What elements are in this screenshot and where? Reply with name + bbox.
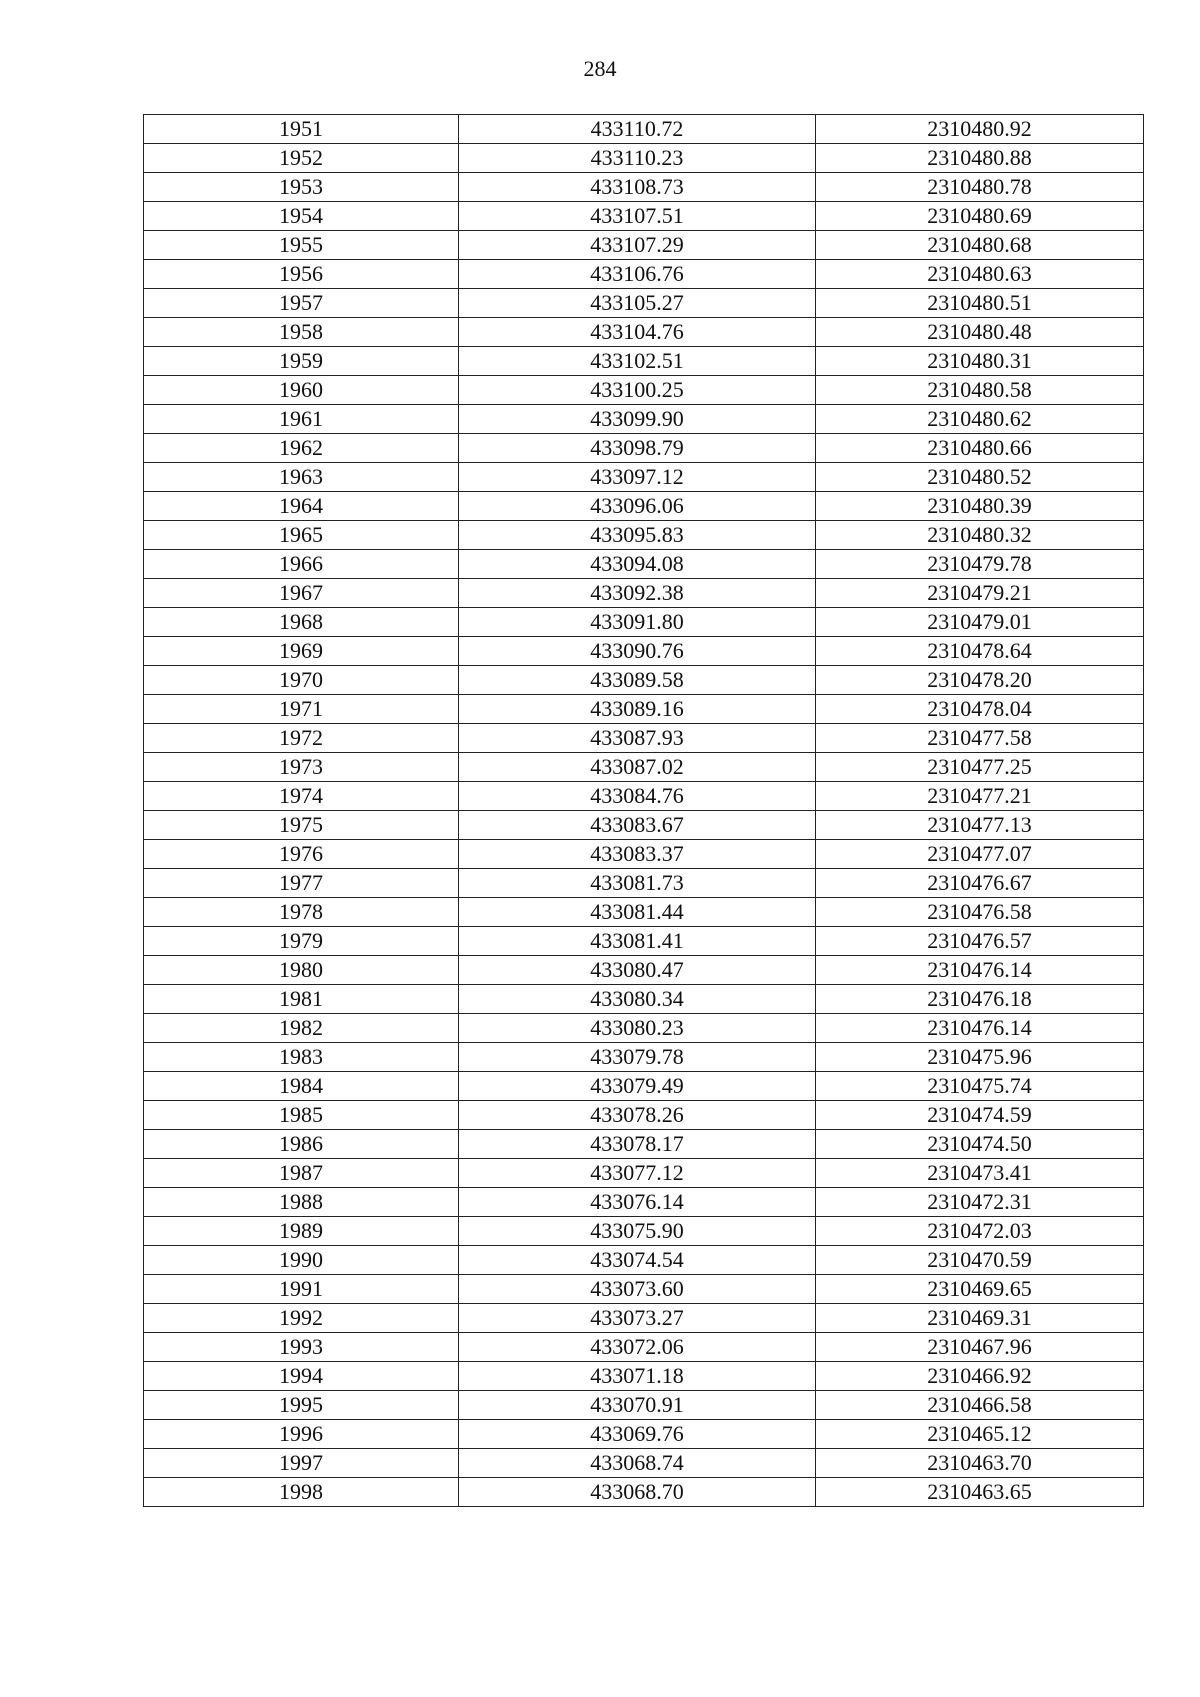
y-coordinate-cell: 2310480.69 xyxy=(816,202,1144,231)
y-coordinate-cell: 2310480.92 xyxy=(816,115,1144,144)
point-number-cell: 1964 xyxy=(144,492,459,521)
table-row xyxy=(144,666,1144,695)
point-number-cell: 1994 xyxy=(144,1362,459,1391)
y-coordinate-cell: 2310466.92 xyxy=(816,1362,1144,1391)
point-number-cell: 1983 xyxy=(144,1043,459,1072)
y-coordinate-cell: 2310469.65 xyxy=(816,1275,1144,1304)
y-coordinate-cell: 2310473.41 xyxy=(816,1159,1144,1188)
x-coordinate-cell: 433068.70 xyxy=(459,1478,816,1507)
table-row xyxy=(144,260,1144,289)
table-row xyxy=(144,1101,1144,1130)
table-row xyxy=(144,753,1144,782)
point-number-cell: 1959 xyxy=(144,347,459,376)
x-coordinate-cell: 433096.06 xyxy=(459,492,816,521)
y-coordinate-cell: 2310474.59 xyxy=(816,1101,1144,1130)
table-row xyxy=(144,898,1144,927)
table-row xyxy=(144,1478,1144,1507)
table-row xyxy=(144,376,1144,405)
y-coordinate-cell: 2310480.52 xyxy=(816,463,1144,492)
x-coordinate-cell: 433071.18 xyxy=(459,1362,816,1391)
x-coordinate-cell: 433107.51 xyxy=(459,202,816,231)
table-row xyxy=(144,1043,1144,1072)
point-number-cell: 1967 xyxy=(144,579,459,608)
x-coordinate-cell: 433081.41 xyxy=(459,927,816,956)
point-number-cell: 1960 xyxy=(144,376,459,405)
point-number-cell: 1969 xyxy=(144,637,459,666)
point-number-cell: 1953 xyxy=(144,173,459,202)
x-coordinate-cell: 433110.23 xyxy=(459,144,816,173)
y-coordinate-cell: 2310467.96 xyxy=(816,1333,1144,1362)
x-coordinate-cell: 433091.80 xyxy=(459,608,816,637)
point-number-cell: 1978 xyxy=(144,898,459,927)
y-coordinate-cell: 2310480.31 xyxy=(816,347,1144,376)
table-row xyxy=(144,1275,1144,1304)
y-coordinate-cell: 2310477.25 xyxy=(816,753,1144,782)
y-coordinate-cell: 2310474.50 xyxy=(816,1130,1144,1159)
y-coordinate-cell: 2310463.70 xyxy=(816,1449,1144,1478)
y-coordinate-cell: 2310480.88 xyxy=(816,144,1144,173)
x-coordinate-cell: 433083.67 xyxy=(459,811,816,840)
point-number-cell: 1995 xyxy=(144,1391,459,1420)
table-row xyxy=(144,1449,1144,1478)
x-coordinate-cell: 433087.02 xyxy=(459,753,816,782)
y-coordinate-cell: 2310477.58 xyxy=(816,724,1144,753)
point-number-cell: 1962 xyxy=(144,434,459,463)
y-coordinate-cell: 2310476.67 xyxy=(816,869,1144,898)
point-number-cell: 1982 xyxy=(144,1014,459,1043)
x-coordinate-cell: 433076.14 xyxy=(459,1188,816,1217)
y-coordinate-cell: 2310478.64 xyxy=(816,637,1144,666)
y-coordinate-cell: 2310480.62 xyxy=(816,405,1144,434)
table-row xyxy=(144,985,1144,1014)
y-coordinate-cell: 2310480.51 xyxy=(816,289,1144,318)
point-number-cell: 1997 xyxy=(144,1449,459,1478)
point-number-cell: 1988 xyxy=(144,1188,459,1217)
table-row xyxy=(144,1246,1144,1275)
point-number-cell: 1998 xyxy=(144,1478,459,1507)
table-row xyxy=(144,608,1144,637)
point-number-cell: 1966 xyxy=(144,550,459,579)
y-coordinate-cell: 2310477.13 xyxy=(816,811,1144,840)
point-number-cell: 1993 xyxy=(144,1333,459,1362)
point-number-cell: 1963 xyxy=(144,463,459,492)
point-number-cell: 1977 xyxy=(144,869,459,898)
table-row xyxy=(144,1362,1144,1391)
x-coordinate-cell: 433068.74 xyxy=(459,1449,816,1478)
x-coordinate-cell: 433073.27 xyxy=(459,1304,816,1333)
table-row xyxy=(144,869,1144,898)
x-coordinate-cell: 433100.25 xyxy=(459,376,816,405)
table-row xyxy=(144,1072,1144,1101)
y-coordinate-cell: 2310475.96 xyxy=(816,1043,1144,1072)
table-row xyxy=(144,1217,1144,1246)
x-coordinate-cell: 433089.58 xyxy=(459,666,816,695)
x-coordinate-cell: 433094.08 xyxy=(459,550,816,579)
point-number-cell: 1980 xyxy=(144,956,459,985)
x-coordinate-cell: 433084.76 xyxy=(459,782,816,811)
y-coordinate-cell: 2310478.04 xyxy=(816,695,1144,724)
x-coordinate-cell: 433089.16 xyxy=(459,695,816,724)
x-coordinate-cell: 433075.90 xyxy=(459,1217,816,1246)
table-row xyxy=(144,637,1144,666)
x-coordinate-cell: 433110.72 xyxy=(459,115,816,144)
y-coordinate-cell: 2310472.31 xyxy=(816,1188,1144,1217)
table-row xyxy=(144,1014,1144,1043)
point-number-cell: 1955 xyxy=(144,231,459,260)
table-row xyxy=(144,144,1144,173)
y-coordinate-cell: 2310477.21 xyxy=(816,782,1144,811)
x-coordinate-cell: 433108.73 xyxy=(459,173,816,202)
y-coordinate-cell: 2310480.63 xyxy=(816,260,1144,289)
y-coordinate-cell: 2310480.32 xyxy=(816,521,1144,550)
table-row xyxy=(144,405,1144,434)
point-number-cell: 1958 xyxy=(144,318,459,347)
x-coordinate-cell: 433098.79 xyxy=(459,434,816,463)
y-coordinate-cell: 2310470.59 xyxy=(816,1246,1144,1275)
x-coordinate-cell: 433102.51 xyxy=(459,347,816,376)
table-row xyxy=(144,840,1144,869)
x-coordinate-cell: 433080.23 xyxy=(459,1014,816,1043)
x-coordinate-cell: 433080.47 xyxy=(459,956,816,985)
point-number-cell: 1996 xyxy=(144,1420,459,1449)
table-row xyxy=(144,521,1144,550)
table-row xyxy=(144,492,1144,521)
point-number-cell: 1965 xyxy=(144,521,459,550)
point-number-cell: 1992 xyxy=(144,1304,459,1333)
y-coordinate-cell: 2310476.18 xyxy=(816,985,1144,1014)
table-row xyxy=(144,724,1144,753)
point-number-cell: 1975 xyxy=(144,811,459,840)
x-coordinate-cell: 433092.38 xyxy=(459,579,816,608)
y-coordinate-cell: 2310476.58 xyxy=(816,898,1144,927)
point-number-cell: 1979 xyxy=(144,927,459,956)
point-number-cell: 1973 xyxy=(144,753,459,782)
y-coordinate-cell: 2310480.66 xyxy=(816,434,1144,463)
x-coordinate-cell: 433069.76 xyxy=(459,1420,816,1449)
point-number-cell: 1986 xyxy=(144,1130,459,1159)
y-coordinate-cell: 2310480.68 xyxy=(816,231,1144,260)
y-coordinate-cell: 2310475.74 xyxy=(816,1072,1144,1101)
x-coordinate-cell: 433105.27 xyxy=(459,289,816,318)
x-coordinate-cell: 433107.29 xyxy=(459,231,816,260)
y-coordinate-cell: 2310480.39 xyxy=(816,492,1144,521)
x-coordinate-cell: 433090.76 xyxy=(459,637,816,666)
x-coordinate-cell: 433081.44 xyxy=(459,898,816,927)
table-row xyxy=(144,1391,1144,1420)
x-coordinate-cell: 433095.83 xyxy=(459,521,816,550)
table-row xyxy=(144,202,1144,231)
x-coordinate-cell: 433083.37 xyxy=(459,840,816,869)
point-number-cell: 1985 xyxy=(144,1101,459,1130)
point-number-cell: 1971 xyxy=(144,695,459,724)
x-coordinate-cell: 433070.91 xyxy=(459,1391,816,1420)
table-row xyxy=(144,463,1144,492)
table-row xyxy=(144,956,1144,985)
page-number: 284 xyxy=(583,56,617,81)
point-number-cell: 1961 xyxy=(144,405,459,434)
x-coordinate-cell: 433073.60 xyxy=(459,1275,816,1304)
point-number-cell: 1989 xyxy=(144,1217,459,1246)
point-number-cell: 1981 xyxy=(144,985,459,1014)
table-row xyxy=(144,927,1144,956)
point-number-cell: 1968 xyxy=(144,608,459,637)
table-row xyxy=(144,289,1144,318)
point-number-cell: 1952 xyxy=(144,144,459,173)
table-row xyxy=(144,434,1144,463)
y-coordinate-cell: 2310479.21 xyxy=(816,579,1144,608)
x-coordinate-cell: 433078.26 xyxy=(459,1101,816,1130)
y-coordinate-cell: 2310477.07 xyxy=(816,840,1144,869)
point-number-cell: 1956 xyxy=(144,260,459,289)
point-number-cell: 1991 xyxy=(144,1275,459,1304)
point-number-cell: 1984 xyxy=(144,1072,459,1101)
table-row xyxy=(144,1333,1144,1362)
point-number-cell: 1954 xyxy=(144,202,459,231)
y-coordinate-cell: 2310479.01 xyxy=(816,608,1144,637)
x-coordinate-cell: 433077.12 xyxy=(459,1159,816,1188)
y-coordinate-cell: 2310478.20 xyxy=(816,666,1144,695)
y-coordinate-cell: 2310480.48 xyxy=(816,318,1144,347)
point-number-cell: 1987 xyxy=(144,1159,459,1188)
x-coordinate-cell: 433104.76 xyxy=(459,318,816,347)
y-coordinate-cell: 2310480.78 xyxy=(816,173,1144,202)
x-coordinate-cell: 433081.73 xyxy=(459,869,816,898)
table-row xyxy=(144,1188,1144,1217)
table-row xyxy=(144,811,1144,840)
x-coordinate-cell: 433099.90 xyxy=(459,405,816,434)
x-coordinate-cell: 433074.54 xyxy=(459,1246,816,1275)
x-coordinate-cell: 433080.34 xyxy=(459,985,816,1014)
y-coordinate-cell: 2310476.57 xyxy=(816,927,1144,956)
y-coordinate-cell: 2310463.65 xyxy=(816,1478,1144,1507)
y-coordinate-cell: 2310480.58 xyxy=(816,376,1144,405)
table-row xyxy=(144,1304,1144,1333)
y-coordinate-cell: 2310469.31 xyxy=(816,1304,1144,1333)
table-row xyxy=(144,115,1144,144)
table-row xyxy=(144,579,1144,608)
y-coordinate-cell: 2310466.58 xyxy=(816,1391,1144,1420)
table-row xyxy=(144,231,1144,260)
point-number-cell: 1972 xyxy=(144,724,459,753)
y-coordinate-cell: 2310476.14 xyxy=(816,956,1144,985)
point-number-cell: 1976 xyxy=(144,840,459,869)
x-coordinate-cell: 433106.76 xyxy=(459,260,816,289)
y-coordinate-cell: 2310472.03 xyxy=(816,1217,1144,1246)
table-row xyxy=(144,695,1144,724)
y-coordinate-cell: 2310476.14 xyxy=(816,1014,1144,1043)
point-number-cell: 1990 xyxy=(144,1246,459,1275)
table-row xyxy=(144,550,1144,579)
x-coordinate-cell: 433072.06 xyxy=(459,1333,816,1362)
point-number-cell: 1957 xyxy=(144,289,459,318)
table-row xyxy=(144,347,1144,376)
x-coordinate-cell: 433087.93 xyxy=(459,724,816,753)
point-number-cell: 1970 xyxy=(144,666,459,695)
x-coordinate-cell: 433079.49 xyxy=(459,1072,816,1101)
table-row xyxy=(144,782,1144,811)
y-coordinate-cell: 2310465.12 xyxy=(816,1420,1144,1449)
table-row xyxy=(144,1159,1144,1188)
x-coordinate-cell: 433079.78 xyxy=(459,1043,816,1072)
table-row xyxy=(144,173,1144,202)
point-number-cell: 1974 xyxy=(144,782,459,811)
coordinates-table xyxy=(143,114,1144,1507)
table-row xyxy=(144,318,1144,347)
y-coordinate-cell: 2310479.78 xyxy=(816,550,1144,579)
coordinates-table-body xyxy=(144,115,1144,1507)
table-row xyxy=(144,1420,1144,1449)
x-coordinate-cell: 433097.12 xyxy=(459,463,816,492)
point-number-cell: 1951 xyxy=(144,115,459,144)
x-coordinate-cell: 433078.17 xyxy=(459,1130,816,1159)
table-row xyxy=(144,1130,1144,1159)
